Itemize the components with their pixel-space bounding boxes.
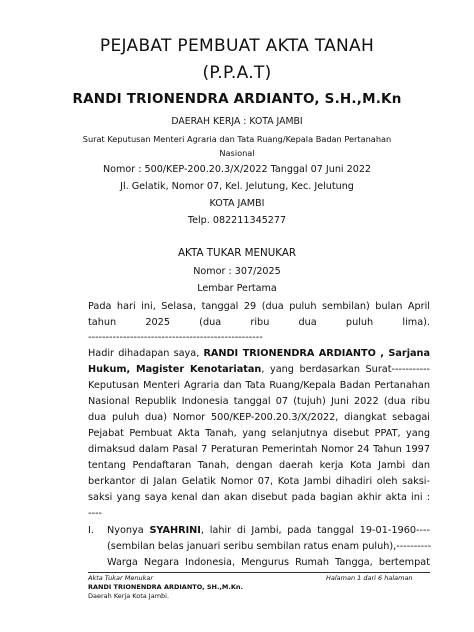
- office-phone: Telp. 082211345277: [187, 215, 287, 226]
- paragraph-line: Pada hari ini, Selasa, tanggal 29 (dua puluh sembilan) bulan April: [88, 301, 430, 312]
- paragraph-line: dimaksud dalam Pasal 7 Peraturan Pemerintah Nomor 24 Tahun 1997: [88, 444, 430, 455]
- footer-area: Daerah Kerja Kota Jambi.: [88, 592, 170, 600]
- office-title: PEJABAT PEMBUAT AKTA TANAH: [99, 36, 375, 56]
- decree-line-1: Surat Keputusan Menteri Agraria dan Tata Ruang/Kepala Badan Pertanahan: [82, 134, 392, 144]
- party-name-bold: SYAHRINI: [149, 525, 201, 536]
- notary-name-bold: RANDI TRIONENDRA ARDIANTO , Sarjana: [203, 348, 430, 359]
- list-item-line: Warga Negara Indonesia, Mengurus Rumah Tangga, bertempat: [107, 557, 430, 568]
- office-city: KOTA JAMBI: [209, 198, 265, 209]
- list-item-line: Nyonya SYAHRINI, lahir di Jambi, pada tanggal 19-01-1960----: [107, 525, 431, 536]
- decree-line-2: Nasional: [219, 148, 255, 158]
- work-area: DAERAH KERJA : KOTA JAMBI: [171, 116, 303, 127]
- dash-filler: ----: [88, 508, 102, 519]
- notary-degree-bold: Hukum, Magister Kenotariatan: [88, 364, 262, 375]
- office-address: Jl. Gelatik, Nomor 07, Kel. Jelutung, Kec. Jelutung: [120, 181, 354, 192]
- office-abbreviation: (P.P.A.T): [202, 63, 272, 83]
- footer-notary: RANDI TRIONENDRA ARDIANTO, SH.,M.Kn.: [88, 583, 243, 591]
- deed-title: AKTA TUKAR MENUKAR: [177, 247, 297, 259]
- paragraph-line: Keputusan Menteri Agraria dan Tata Ruang/Kepala Badan Pertanahan: [88, 380, 430, 391]
- paragraph-line: dua puluh dua) Nomor 500/KEP-200.20.3/X/2022, diangkat sebagai: [88, 412, 430, 423]
- paragraph-line: Hukum, Magister Kenotariatan, yang berdasarkan Surat-----------: [88, 364, 430, 375]
- deed-sheet: Lembar Pertama: [197, 283, 277, 294]
- list-item-line: (sembilan belas januari seribu sembilan ratus enam puluh),----------: [107, 541, 432, 552]
- paragraph-line: Nasional Republik Indonesia tanggal 07 (tujuh) Juni 2022 (dua ribu: [88, 396, 430, 407]
- list-marker: I.: [88, 525, 94, 536]
- notary-name: RANDI TRIONENDRA ARDIANTO, S.H.,M.Kn: [72, 91, 402, 107]
- deed-number: Nomor : 307/2025: [193, 266, 281, 277]
- decree-number: Nomor : 500/KEP-200.20.3/X/2022 Tanggal 07 Juni 2022: [102, 164, 372, 175]
- dash-filler: --------------------------------------------------: [88, 332, 263, 343]
- footer-doc-name: Akta Tukar Menukar: [88, 574, 153, 582]
- footer-page-info: Halaman 1 dari 6 halaman: [326, 574, 413, 582]
- paragraph-line: tentang Pendaftaran Tanah, dengan daerah kerja Kota Jambi dan: [88, 460, 430, 471]
- paragraph-line: saksi yang saya kenal dan akan disebut pada bagian akhir akta ini :: [88, 492, 430, 503]
- paragraph-line: tahun 2025 (dua ribu dua puluh lima).: [88, 317, 430, 328]
- footer-divider: [88, 572, 430, 573]
- paragraph-line: Pejabat Pembuat Akta Tanah, yang selanjutnya disebut PPAT, yang: [88, 428, 430, 439]
- paragraph-line: Hadir dihadapan saya, RANDI TRIONENDRA ARDIANTO , Sarjana: [88, 348, 430, 359]
- paragraph-line: berkantor di Jalan Gelatik Nomor 07, Kota Jambi dihadiri oleh saksi-: [88, 476, 430, 487]
